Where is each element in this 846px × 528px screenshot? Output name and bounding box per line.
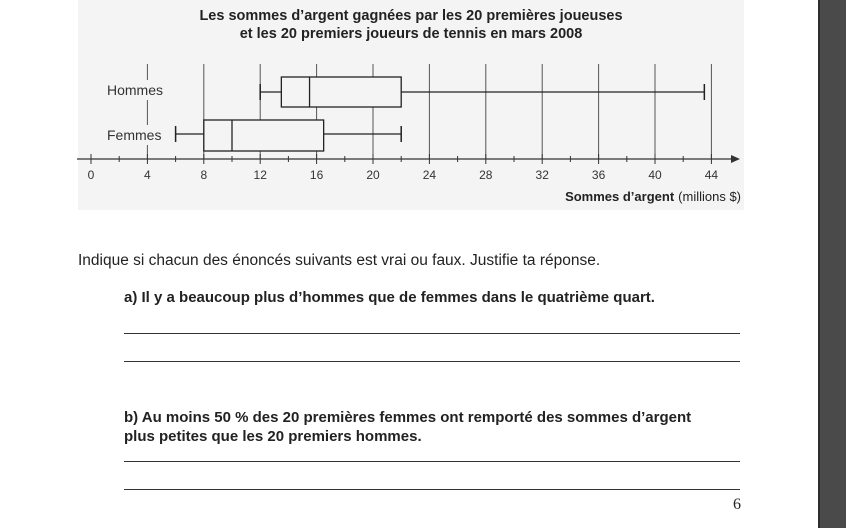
- chart-title-line-1: Les sommes d’argent gagnées par les 20 premières joueuses: [199, 8, 623, 24]
- chart-title-line-2: et les 20 premiers joueurs de tennis en mars 2008: [239, 26, 583, 42]
- x-tick-label-40: 40: [648, 168, 662, 182]
- page-number: 6: [733, 496, 741, 513]
- question-b-line-2: plus petites que les 20 premiers hommes.: [124, 428, 422, 445]
- question-b-line-1: b) Au moins 50 % des 20 premières femmes ont remporté des sommes d’argent: [124, 409, 692, 426]
- boxplot-chart: [0, 0, 846, 215]
- answer-line-a-2[interactable]: [124, 361, 740, 362]
- series-label-femmes: Femmes: [107, 127, 162, 143]
- question-b: [124, 408, 691, 446]
- x-tick-label-0: 0: [87, 168, 95, 182]
- question-a: a) Il y a beaucoup plus d’hommes que de femmes dans le quatrième quart.: [124, 289, 655, 306]
- answer-line-b-1[interactable]: [124, 461, 740, 462]
- x-axis-arrow: [731, 155, 740, 163]
- series-label-hommes: Hommes: [107, 82, 164, 98]
- x-tick-label-20: 20: [366, 168, 380, 182]
- x-tick-label-16: 16: [309, 168, 324, 182]
- instruction-text: Indique si chacun des énoncés suivants est vrai ou faux. Justifie ta réponse.: [78, 252, 601, 269]
- x-axis-title: [565, 189, 741, 204]
- answer-line-b-2[interactable]: [124, 489, 740, 490]
- answer-line-a-1[interactable]: [124, 333, 740, 334]
- x-tick-label-8: 8: [200, 168, 208, 182]
- x-tick-label-28: 28: [479, 168, 493, 182]
- x-axis-title-unit: (millions $): [678, 189, 741, 204]
- x-tick-label-4: 4: [144, 168, 151, 182]
- x-tick-label-36: 36: [591, 168, 606, 182]
- x-tick-label-12: 12: [253, 168, 267, 182]
- x-axis-title-bold: Sommes d’argent: [565, 189, 675, 204]
- x-tick-label-24: 24: [422, 168, 437, 182]
- femmes-box: [204, 120, 324, 151]
- x-tick-label-44: 44: [704, 168, 719, 182]
- x-tick-label-32: 32: [535, 168, 549, 182]
- hommes-box: [281, 77, 401, 107]
